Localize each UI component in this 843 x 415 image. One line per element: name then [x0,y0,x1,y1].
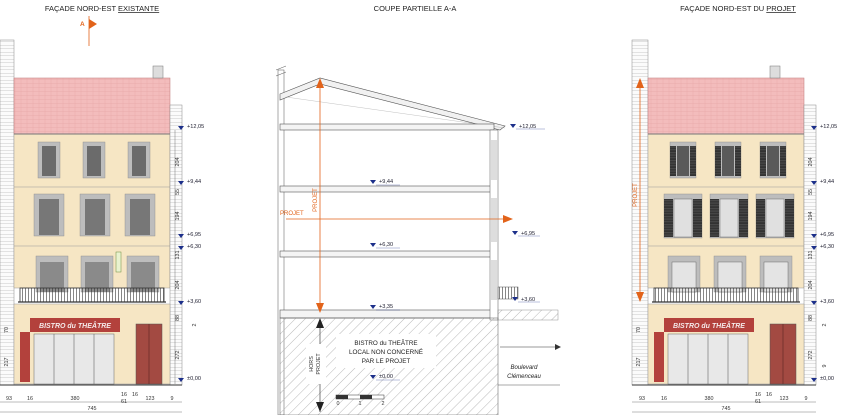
projet-label-horizontal: PROJET [280,211,304,217]
scale-2: 2 [381,401,385,407]
window-row-3-projet [670,142,786,178]
title-center: COUPE PARTIELLE A-A [373,4,457,13]
hdim-left-93: 93 [6,396,12,402]
projet-label-vertical: PROJET [313,188,319,212]
dim-left-70: 70 [4,327,10,333]
level-left-944: +9,44 [187,179,202,185]
dim-left-2: 2 [192,323,198,327]
roof-projet [648,78,804,134]
dim-right-131: 131 [808,250,814,260]
level-left-360: +3,60 [187,299,202,305]
scale-1: 1 [358,401,362,407]
level-right-944: +9,44 [820,179,835,185]
hdim-right-123: 123 [779,396,789,402]
shop-sign-text-left: BISTRO du THEÂTRE [39,323,111,330]
street-line-1: Boulevard [510,365,538,371]
level-right-1205: +12,05 [820,124,838,130]
hdim-right-16c: 16 [766,392,772,398]
hdim-right-745: 745 [721,406,731,412]
balcony-existing [20,288,164,302]
hdim-right-380: 380 [704,396,714,402]
dim-right-204b: 204 [808,280,814,290]
dim-left-204b: 204 [175,280,181,290]
section-marker-label: A [80,21,85,28]
facade-existing [0,40,182,385]
title-left-emph: EXISTANTE [118,4,160,13]
hdim-right-9: 9 [804,396,808,402]
street-line-2: Clémenceau [507,374,541,380]
hdim-left-745: 745 [87,406,97,412]
hors-label: HORS [309,356,315,372]
slab-level-1 [280,310,494,318]
section-aa [276,66,561,415]
dim-right-88: 88 [808,315,814,321]
hdim-right-16a: 16 [661,396,667,402]
dim-left-131: 131 [175,250,181,260]
level-sec-944: +9,44 [379,179,394,185]
dim-left-204a: 204 [175,157,181,167]
slab-level-4 [280,124,494,130]
level-left-695: +6,95 [187,232,202,238]
level-right-695: +6,95 [820,232,835,238]
level-sec-360: +3,60 [521,297,536,303]
hdim-left-61: 61 [121,399,127,405]
level-sec-000: ±0,00 [379,374,393,380]
section-marker [80,16,97,46]
level-right-000: ±0,00 [820,376,834,382]
hdim-left-380: 380 [70,396,80,402]
dim-right-204a: 204 [808,157,814,167]
title-right-emph: PROJET [766,4,796,13]
dim-left-272: 272 [175,350,181,360]
dim-right-55: 55 [808,189,814,195]
title-right [680,4,796,13]
dim-right-2: 2 [822,323,828,327]
balcony-projet [654,288,798,302]
facade-projet [632,40,816,385]
level-right-630: +6,30 [820,244,835,250]
hdim-right-16b: 16 [755,392,761,398]
dims-bottom-right [632,392,816,412]
note-line-2: LOCAL NON CONCERNÉ [349,349,423,356]
dim-left-88: 88 [175,315,181,321]
scale-0: 0 [336,401,340,407]
dim-right-272: 272 [808,350,814,360]
level-sec-1205: +12,05 [519,124,537,130]
title-left [45,4,159,13]
dim-right-217: 217 [636,357,642,367]
hdim-left-123: 123 [145,396,155,402]
note-line-1: BISTRO du THEÂTRE [354,340,418,347]
window-row-3-existing [38,142,150,178]
projet-label-right: PROJET [633,183,639,207]
dim-right-70: 70 [636,327,642,333]
level-right-360: +3,60 [820,299,835,305]
note-line-3: PAR LE PROJET [361,358,411,365]
dim-right-194: 194 [808,211,814,221]
window-row-2-existing [34,194,155,236]
hdim-left-16b: 16 [121,392,127,398]
dims-bottom-left [0,392,182,412]
level-sec-630: +6,30 [379,242,394,248]
window-row-1-existing [36,256,159,292]
dim-left-194: 194 [175,211,181,221]
window-row-2-projet [664,194,794,238]
dim-right-9: 9 [822,364,828,368]
chimney [153,66,163,78]
level-sec-695: +6,95 [521,231,536,237]
level-left-1205: +12,05 [187,124,205,130]
roof-existing [14,78,170,134]
dim-left-217: 217 [4,357,10,367]
level-left-000: ±0,00 [187,376,201,382]
dim-left-55: 55 [175,189,181,195]
level-left-630: +6,30 [187,244,202,250]
title-left-prefix: FAÇADE NORD-EST [44,4,119,13]
hdim-left-16a: 16 [27,396,33,402]
hors-projet-label: PROJET [316,353,322,375]
window-row-1-projet [668,256,792,292]
title-right-prefix: FAÇADE NORD-EST DU [680,4,767,13]
level-sec-335: +3,35 [379,304,394,310]
slab-level-2 [280,251,494,257]
hdim-right-61: 61 [755,399,761,405]
hdim-left-16c: 16 [132,392,138,398]
hdim-right-93: 93 [639,396,645,402]
shop-sign-text-right: BISTRO du THEÂTRE [673,323,745,330]
hdim-left-9: 9 [170,396,174,402]
